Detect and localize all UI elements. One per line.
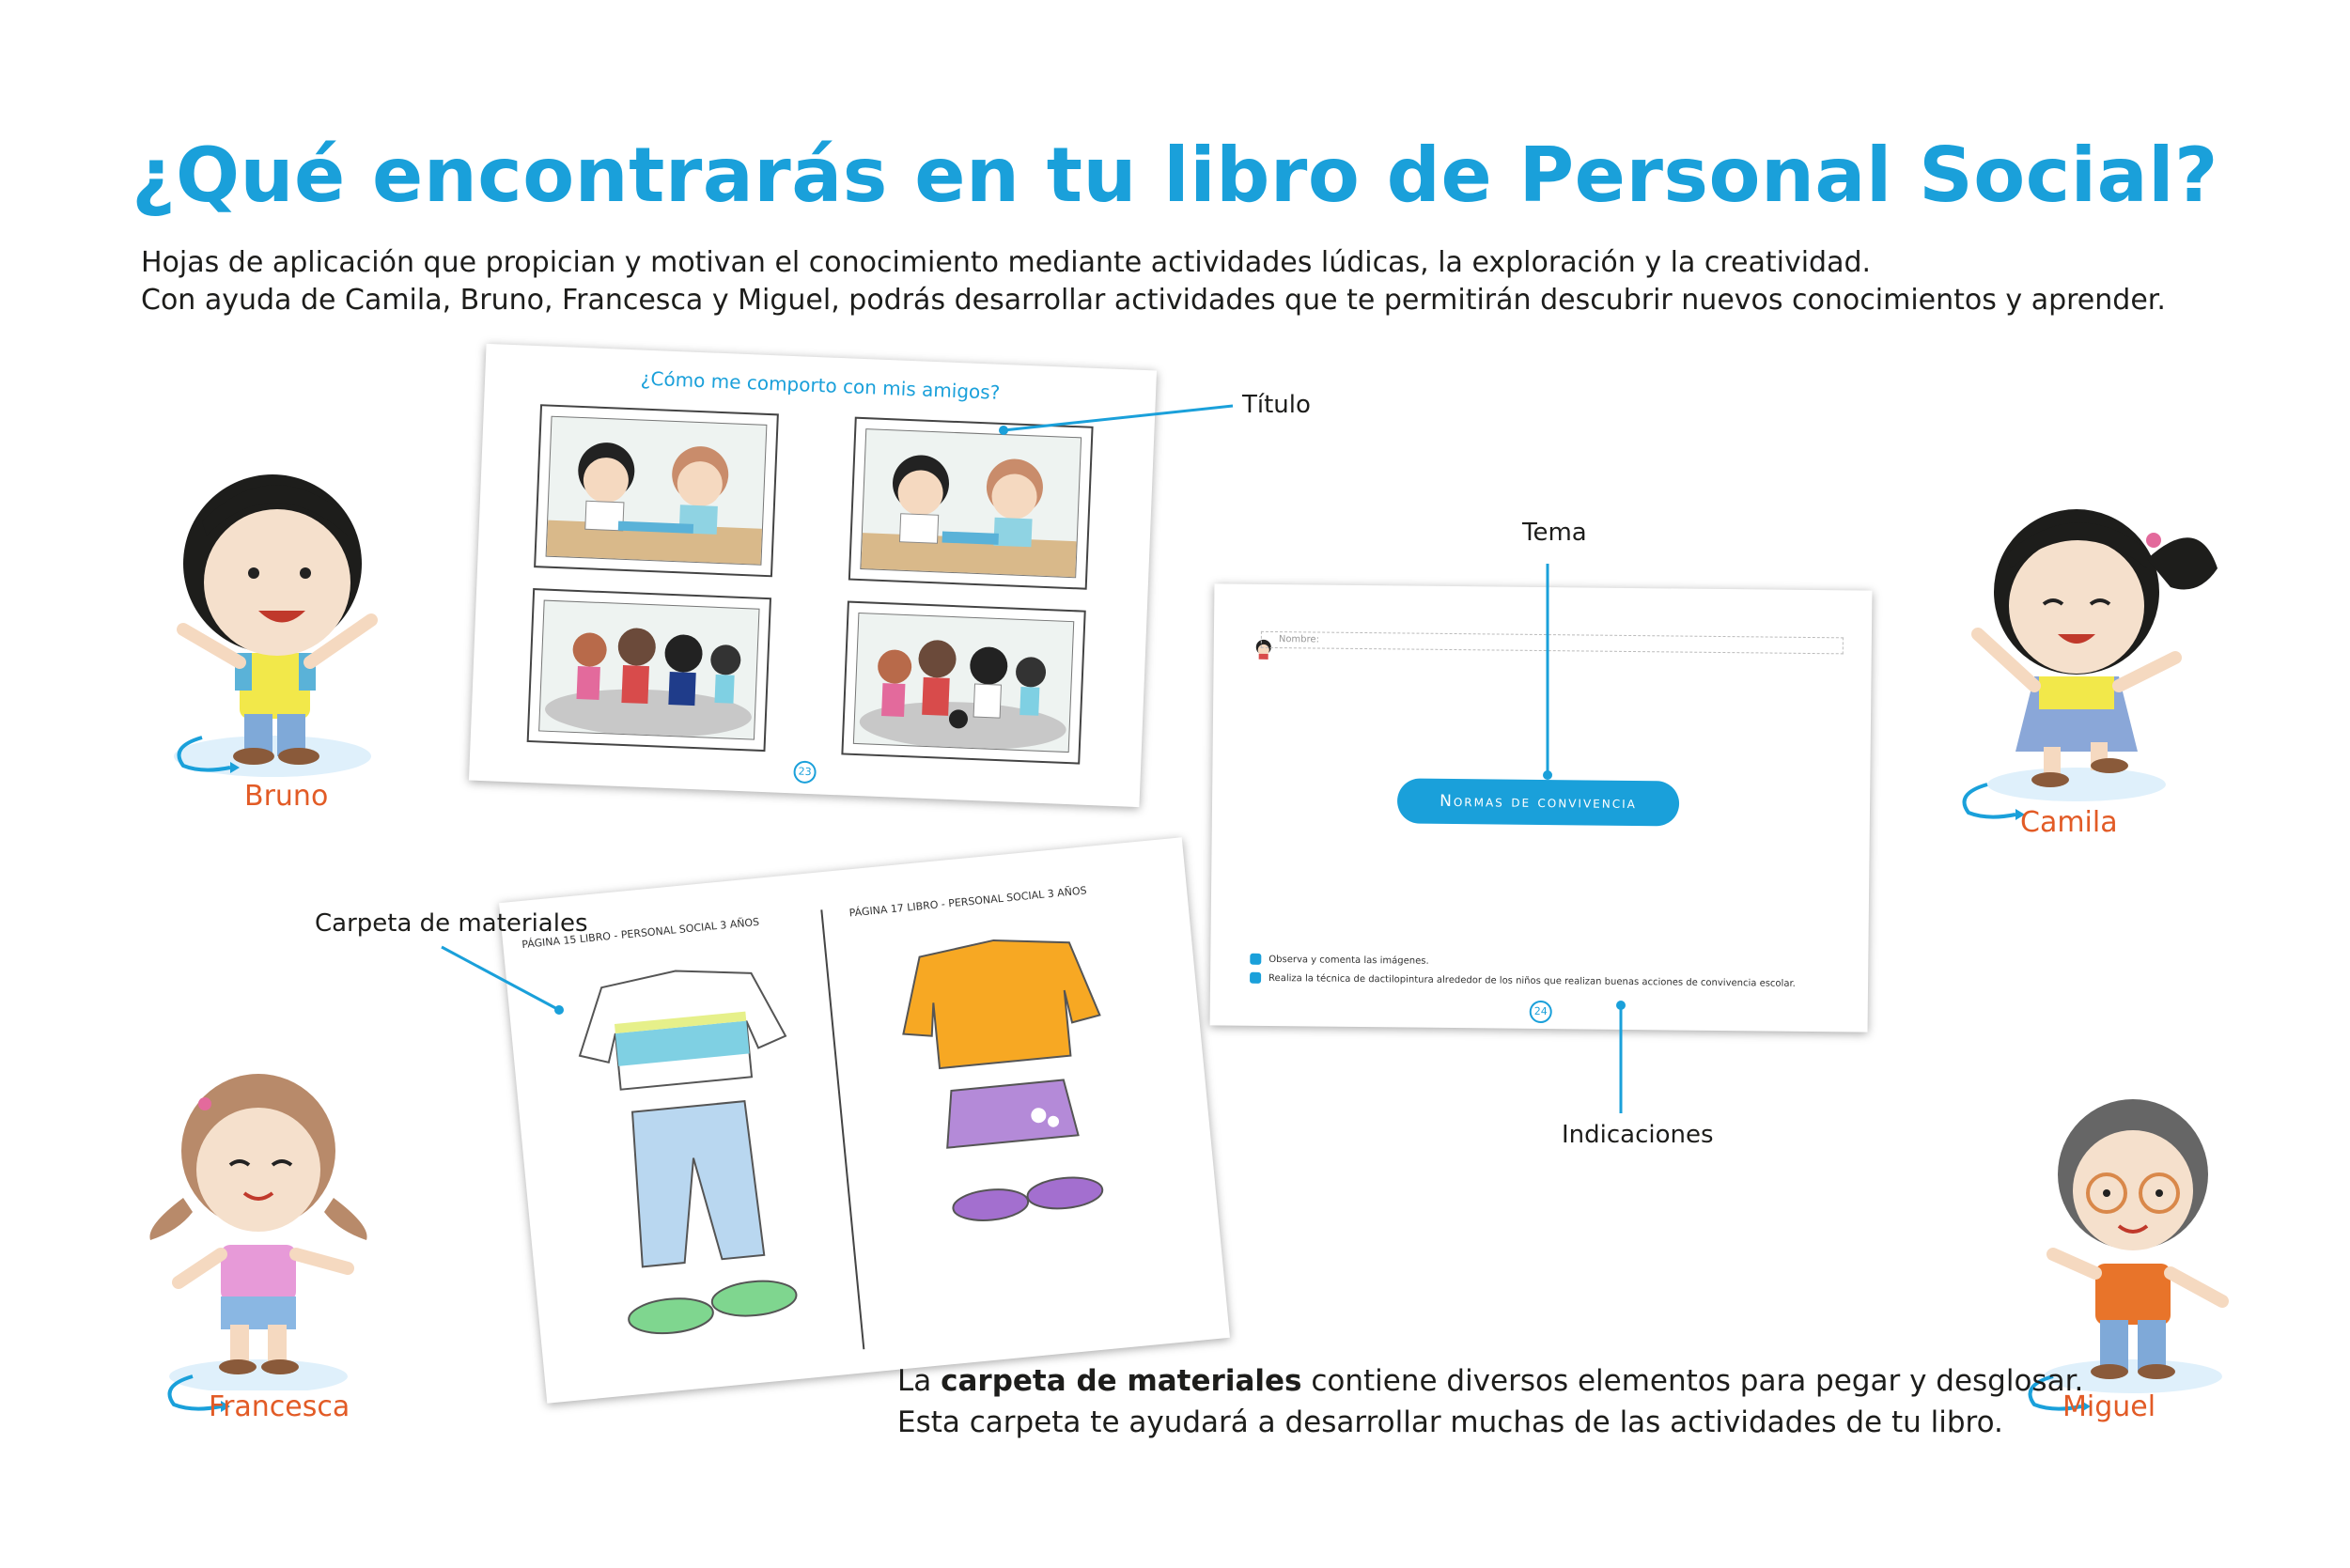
- materials-bold-term: carpeta de materiales: [941, 1364, 1302, 1398]
- callout-line-carpeta: [442, 947, 559, 1010]
- callout-titulo: Título: [1242, 391, 1311, 419]
- camila-arrow-icon: [1950, 775, 2025, 822]
- name-field: Nombre:: [1261, 631, 1844, 654]
- camila-character: [1936, 474, 2236, 803]
- materials-description: [897, 1360, 2083, 1443]
- tema-banner: Normas de convivencia: [1397, 778, 1679, 826]
- materials-line-1: La carpeta de materiales contiene diversos elementos para pegar y desglosar.: [897, 1364, 2084, 1398]
- name-francesca: Francesca: [209, 1390, 350, 1423]
- name-bruno: Bruno: [244, 780, 329, 813]
- miguel-character: [2001, 1085, 2264, 1395]
- callout-tema: Tema: [1522, 519, 1587, 547]
- callout-line-titulo: [1004, 406, 1233, 430]
- name-miguel: Miguel: [2062, 1390, 2156, 1423]
- instruction-text: Observa y comenta las imágenes.: [1268, 954, 1429, 967]
- page-number: 23: [793, 760, 817, 784]
- callout-carpeta: Carpeta de materiales: [315, 909, 588, 938]
- callout-dot-titulo: [999, 426, 1008, 435]
- materials-line-2: Esta carpeta te ayudará a desarrollar muchas de las actividades de tu libro.: [897, 1405, 2003, 1439]
- name-camila: Camila: [2020, 806, 2118, 839]
- callout-dot-indicaciones: [1616, 1001, 1626, 1010]
- intro-line-1: Hojas de aplicación que propician y motivan el conocimiento mediante actividades lúdicas, la exploración y la creatividad.: [141, 246, 1872, 279]
- callout-indicaciones: Indicaciones: [1562, 1121, 1714, 1149]
- page-number: 24: [1530, 1001, 1552, 1023]
- callout-dot-carpeta: [554, 1005, 564, 1015]
- sheet-title: ¿Cómo me comporto con mis amigos?: [640, 366, 1001, 404]
- francesca-character: [141, 1043, 385, 1390]
- page-title: ¿Qué encontrarás en tu libro de Personal Social?: [132, 132, 2218, 219]
- callout-dot-tema: [1543, 770, 1552, 780]
- bruno-arrow-icon: [164, 728, 240, 775]
- folder-page-label-right: PÁGINA 17 LIBRO - PERSONAL SOCIAL 3 AÑOS: [848, 884, 1088, 920]
- instruction-text: Realiza la técnica de dactilopintura alrededor de los niños que realizan buenas acciones de convivencia escolar.: [1268, 972, 1796, 989]
- intro-line-2: Con ayuda de Camila, Bruno, Francesca y Miguel, podrás desarrollar actividades que te permitirán descubrir nuevos conocimientos y aprender.: [141, 284, 2166, 317]
- folder-page-label-left: PÁGINA 15 LIBRO - PERSONAL SOCIAL 3 AÑOS: [521, 915, 760, 952]
